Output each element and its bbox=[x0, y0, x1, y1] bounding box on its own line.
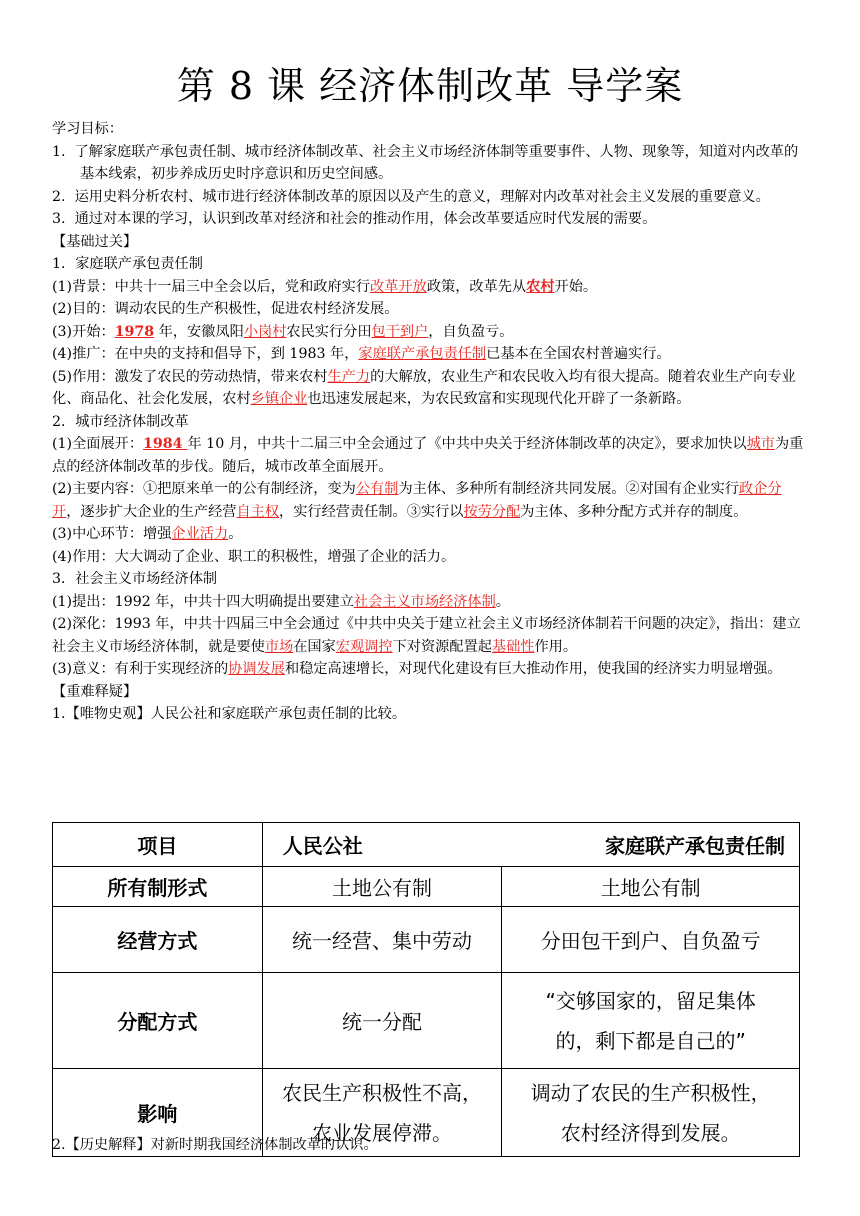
s3-proposal: (1)提出：1992 年，中共十四大明确提出要建立社会主义市场经济体制。 bbox=[52, 593, 510, 610]
cell-contract: 分田包干到户、自负盈亏 bbox=[502, 907, 800, 973]
body-text bbox=[52, 118, 808, 726]
s3-deepening: (2)深化：1993 年，中共十四届三中全会通过《中共中央关于建立社会主义市场经济体制若干问题的决定》，指出：建立社会主义市场经济体制，就是要使市场在国家宏观调控下对资源配置起基础性作用。 bbox=[52, 616, 801, 655]
table-header-contract: 家庭联产承包责任制 bbox=[605, 834, 785, 858]
keyword: 市场 bbox=[264, 638, 294, 655]
keyword: 自主权 bbox=[236, 503, 280, 520]
table-header-compare bbox=[262, 823, 799, 867]
question-2: 2.【历史解释】对新时期我国经济体制改革的认识。 bbox=[52, 1137, 378, 1153]
difficult-heading: 【重难释疑】 bbox=[52, 683, 138, 700]
row-label: 经营方式 bbox=[53, 907, 263, 973]
keyword: 城市 bbox=[746, 436, 775, 452]
keyword: 政企分开 bbox=[52, 481, 782, 520]
cell-commune: 土地公有制 bbox=[262, 867, 502, 907]
keyword: 家庭联产承包责任制 bbox=[358, 346, 487, 362]
cell-commune: 统一经营、集中劳动 bbox=[262, 907, 502, 973]
s1-effect: (5)作用：激发了农民的劳动热情，带来农村生产力的大解放，农业生产和农民收入均有很大提高。随着农业生产向专业化、商品化、社会化发展，农村乡镇企业也迅速发展起来，为农民致富和实现现代化开辟了一条新路。 bbox=[52, 368, 796, 407]
table-header-commune: 人民公社 bbox=[282, 834, 363, 858]
table-row bbox=[53, 907, 800, 973]
keyword: 按劳分配 bbox=[463, 503, 521, 520]
row-label: 影响 bbox=[53, 1069, 263, 1157]
table-header-item: 项目 bbox=[53, 823, 263, 867]
s2-center: (3)中心环节：增强企业活力。 bbox=[52, 526, 243, 542]
table-row bbox=[53, 973, 800, 1069]
section-2-heading: 2．城市经济体制改革 bbox=[52, 413, 189, 430]
keyword: 乡镇企业 bbox=[250, 391, 308, 407]
cell-contract: 土地公有制 bbox=[502, 867, 800, 907]
s3-significance: (3)意义：有利于实现经济的协调发展和稳定高速增长，对现代化建设有巨大推动作用，使我国的经济实力明显增强。 bbox=[52, 661, 782, 677]
s1-purpose: (2)目的：调动农民的生产积极性，促进农村经济发展。 bbox=[52, 301, 399, 317]
keyword: 宏观调控 bbox=[335, 638, 393, 655]
goals-heading: 学习目标： bbox=[52, 121, 123, 137]
keyword: 改革开放 bbox=[370, 278, 427, 295]
keyword: 1978 bbox=[114, 323, 155, 340]
goal-item-3: 3. 通过对本课的学习，认识到改革对经济和社会的推动作用，体会改革要适应时代发展的需要。 bbox=[52, 211, 657, 227]
cell-contract: 调动了农民的生产积极性， 农村经济得到发展。 bbox=[502, 1069, 800, 1157]
s1-background: (1)背景：中共十一届三中全会以后，党和政府实行改革开放政策，改革先从农村开始。 bbox=[52, 278, 598, 295]
section-3-heading: 3．社会主义市场经济体制 bbox=[52, 571, 218, 587]
s1-promotion: (4)推广：在中央的支持和倡导下，到 1983 年，家庭联产承包责任制已基本在全国农村普遍实行。 bbox=[52, 346, 671, 362]
goal-item-1: 1. 了解家庭联产承包责任制、城市经济体制改革、社会主义市场经济体制等重要事件、人物、现象等，知道对内改革的基本线索，初步养成历史时序意识和历史空间感。 bbox=[52, 143, 799, 182]
question-1: 1.【唯物史观】人民公社和家庭联产承包责任制的比较。 bbox=[52, 706, 407, 722]
s2-launch: (1)全面展开：1984 年 10 月，中共十二届三中全会通过了《中共中央关于经济体制改革的决定》，要求加快以城市为重点的经济体制改革的步伐。随后，城市改革全面展开。 bbox=[52, 436, 804, 475]
comparison-table bbox=[52, 822, 800, 1157]
table-header-row bbox=[53, 823, 800, 867]
s1-start: (3)开始：1978 年，安徽凤阳小岗村农民实行分田包干到户，自负盈亏。 bbox=[52, 323, 514, 340]
table-row bbox=[53, 867, 800, 907]
keyword: 1984 bbox=[143, 436, 188, 452]
keyword: 企业活力 bbox=[171, 526, 229, 542]
cell-commune: 统一分配 bbox=[262, 973, 502, 1069]
row-label: 所有制形式 bbox=[53, 867, 263, 907]
keyword: 基础性 bbox=[491, 638, 535, 655]
keyword: 生产力 bbox=[327, 368, 371, 385]
s2-content: (2)主要内容：①把原来单一的公有制经济，变为公有制为主体、多种所有制经济共同发展。②对国有企业实行政企分开，逐步扩大企业的生产经营自主权，实行经营责任制。③实行以按劳分配为主体、多种分配方式并存的制度。 bbox=[52, 481, 782, 520]
cell-commune: 农民生产积极性不高， 农业发展停滞。 bbox=[262, 1069, 502, 1157]
page-title: 第 8 课 经济体制改革 导学案 bbox=[176, 64, 684, 108]
keyword: 农村 bbox=[526, 278, 555, 295]
keyword: 小岗村 bbox=[243, 323, 287, 340]
row-label: 分配方式 bbox=[53, 973, 263, 1069]
cell-contract: “交够国家的，留足集体 的，剩下都是自己的” bbox=[502, 973, 800, 1069]
goal-item-2: 2. 运用史料分析农村、城市进行经济体制改革的原因以及产生的意义，理解对内改革对社会主义发展的重要意义。 bbox=[52, 188, 770, 205]
s2-effect: (4)作用：大大调动了企业、职工的积极性，增强了企业的活力。 bbox=[52, 548, 456, 565]
basics-heading: 【基础过关】 bbox=[52, 233, 138, 250]
keyword: 包干到户 bbox=[371, 323, 429, 340]
keyword: 社会主义市场经济体制 bbox=[353, 593, 496, 610]
keyword: 公有制 bbox=[355, 481, 399, 497]
section-1-heading: 1．家庭联产承包责任制 bbox=[52, 256, 203, 272]
keyword: 协调发展 bbox=[228, 661, 285, 677]
